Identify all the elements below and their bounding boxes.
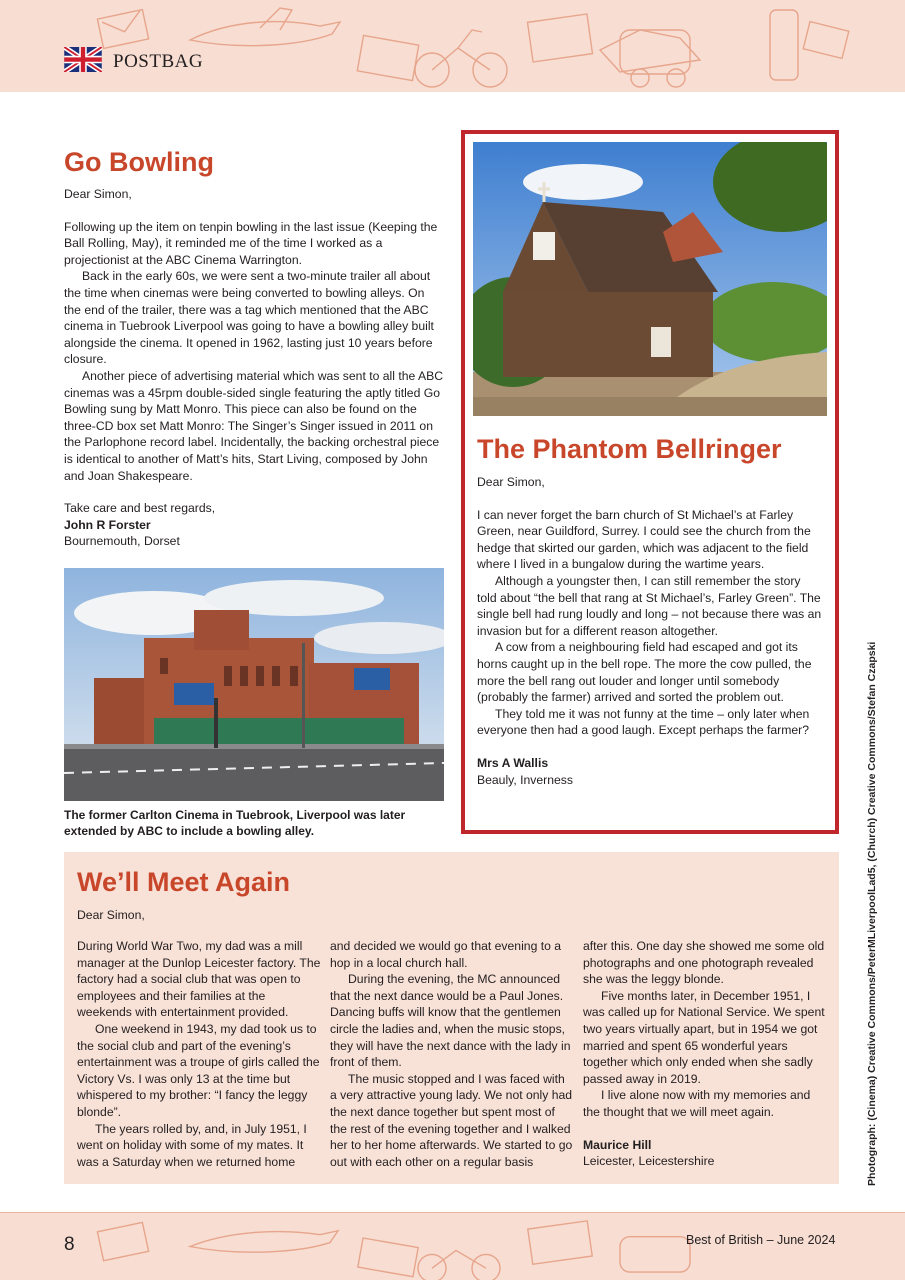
barn-church-image	[473, 142, 827, 416]
article-title: We’ll Meet Again	[77, 867, 291, 897]
paragraph: During the evening, the MC announced that the next dance would be a Paul Jones. Dancing buffs will know that the gentlemen circle the ladies and, when the music stops, they will have the next dance with the lady in front of them.	[330, 972, 571, 1070]
author-name: Mrs A Wallis	[477, 755, 549, 770]
paragraph: Five months later, in December 1951, I was called up for National Service. We spent two years virtually apart, but in 1954 we got married and spent 65 wonderful years together which only ended when she sadly passed away in 2019.	[583, 988, 825, 1086]
salutation: Dear Simon,	[477, 475, 545, 489]
article-title: The Phantom Bellringer	[477, 434, 782, 464]
salutation: Dear Simon,	[77, 908, 145, 922]
paragraph: I live alone now with my memories and the thought that we will meet again.	[583, 1088, 811, 1119]
article-body	[477, 474, 823, 788]
text-column-2	[330, 938, 574, 1170]
photo-credit: Photograph: (Cinema) Creative Commons/PeterMLiverpoolLad5, (Church) Creative Commons/Stefan Czapski	[866, 641, 878, 1186]
page-number: 8	[64, 1234, 75, 1255]
paragraph: Although a youngster then, I can still remember the story told about “the bell that rang at St Michael’s, Farley Green”. The single bell had rung loudly and long – not because there was an invasion but for a different reason altogether.	[477, 573, 822, 638]
paragraph: The music stopped and I was faced with a very attractive young lady. We not only had the next dance together but spent most of the rest of the evening together and I walked her to her home afterwards. We started to go out with each other on a regular basis	[330, 1071, 573, 1169]
paragraph: The years rolled by, and, in July 1951, I went on holiday with some of my mates. It was a Saturday when we returned home	[77, 1121, 307, 1169]
header-band	[0, 0, 905, 92]
salutation: Dear Simon,	[64, 187, 132, 201]
article-title: Go Bowling	[64, 147, 214, 177]
section-label: POSTBAG	[113, 51, 204, 72]
letter-phantom-bellringer-box	[461, 130, 839, 834]
publication-issue: Best of British – June 2024	[686, 1233, 836, 1247]
author-location: Bournemouth, Dorset	[64, 534, 180, 549]
paragraph: A cow from a neighbouring field had escaped and got its horns caught up in the bell rope. The more the cow pulled, the more the bell rang out louder and longer until somebody (probably the farmer) arrived and sorted the problem out.	[477, 640, 812, 705]
photo-caption: The former Carlton Cinema in Tuebrook, Liverpool was later extended by ABC to include a bowling alley.	[64, 808, 406, 838]
paragraph: During World War Two, my dad was a mill manager at the Dunlop Leicester factory. The factory had a social club that was open to employees and their families at the weekends with entertainment provided.	[77, 939, 321, 1020]
signoff: Take care and best regards,	[64, 501, 216, 516]
text-column-3	[583, 938, 827, 1170]
author-location: Leicester, Leicestershire	[583, 1154, 715, 1169]
letter-go-bowling	[64, 142, 444, 550]
article-content	[477, 430, 823, 788]
paragraph: One weekend in 1943, my dad took us to the social club and part of the evening’s entertainment was a troupe of girls called the Victory Vs. I was only 13 at the time but whispered to my brother: “I fancy the leggy blonde”.	[77, 1021, 320, 1119]
cinema-photo	[64, 568, 444, 801]
paragraph: Another piece of advertising material which was sent to all the ABC cinemas was a 45rpm double-sided single featuring the aptly titled Go Bowling sung by Matt Monro. This piece can also be found on the three-CD box set Matt Monro: The Singer’s Singer issued in 2011 on the Parlophone record label. Incidentally, the backing orchestral piece is identical to another of Matt’s hits, Start Living, composed by John and Joan Shakespeare.	[64, 368, 444, 483]
author-name: Maurice Hill	[583, 1137, 652, 1152]
letter-well-meet-again-panel	[64, 852, 839, 1184]
union-jack-flag-icon	[64, 47, 102, 72]
paragraph: They told me it was not funny at the time – only later when everyone then had a good laugh. Except perhaps the farmer?	[477, 706, 810, 738]
paragraph: Following up the item on tenpin bowling in the last issue (Keeping the Ball Rolling, May), it reminded me of the time I worked as a projectionist at the ABC Cinema Warrington.	[64, 219, 438, 267]
paragraph: Back in the early 60s, we were sent a two-minute trailer all about the time when cinemas were being converted to bowling alleys. On the end of the trailer, there was a tag which mentioned that the ABC cinema in Tuebrook Liverpool was going to have a bowling alley built alongside the cinema. It opened in 1962, lasting just 10 years before closure.	[64, 269, 434, 367]
paragraph: I can never forget the barn church of St Michael’s at Farley Green, near Guildford, Surrey. I could see the church from the hedge that skirted our garden, which was adjacent to the field where I lived in a bungalow during the wartime years.	[477, 507, 811, 572]
paragraph: after this. One day she showed me some old photographs and one photograph revealed she was the leggy blonde.	[583, 939, 825, 987]
church-photo	[473, 142, 827, 416]
text-column-1	[77, 938, 321, 1170]
cinema-building-image	[64, 568, 444, 801]
article-body	[64, 219, 444, 550]
author-name: John R Forster	[64, 517, 151, 532]
author-location: Beauly, Inverness	[477, 772, 573, 787]
postal-illustration	[80, 0, 860, 92]
paragraph: and decided we would go that evening to a hop in a local church hall.	[330, 939, 562, 970]
